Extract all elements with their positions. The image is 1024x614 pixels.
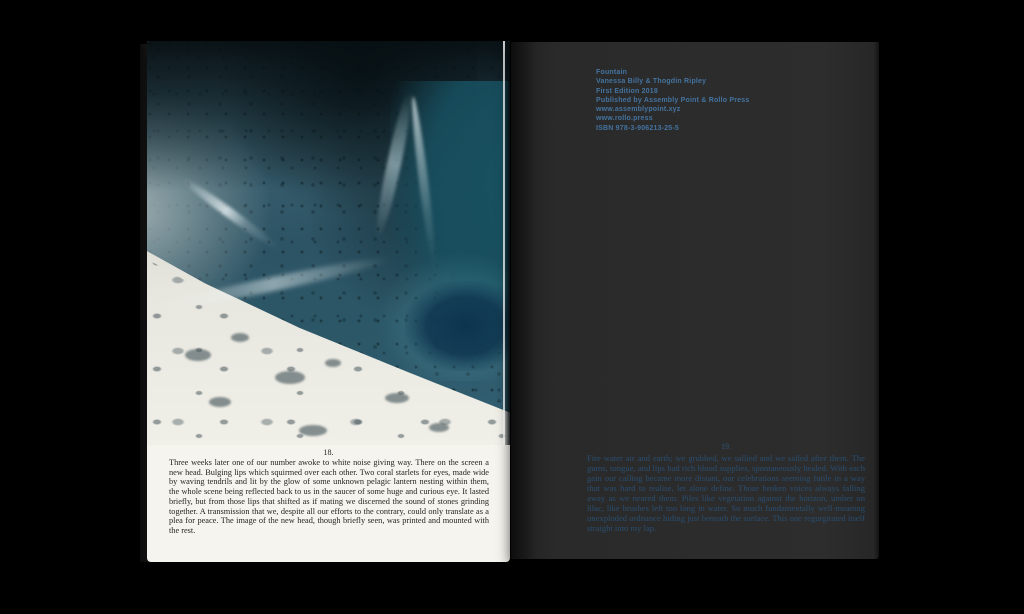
photo-speckle-blob [275, 371, 305, 384]
plate-photo [147, 41, 510, 445]
page-gutter-shadow [505, 41, 510, 445]
left-page-number: 18. [323, 448, 334, 457]
left-page [147, 41, 510, 562]
colophon-url-assemblypoint: www.assemblypoint.xyz [596, 106, 681, 114]
photo-speckle-blob [231, 333, 249, 342]
colophon-title: Fountain [596, 69, 628, 76]
colophon-publisher: Published by Assembly Point & Rollo Press [596, 96, 750, 104]
photo-speckle-blob [429, 423, 449, 432]
left-page-body-text: Three weeks later one of our number awoke to white noise giving way. There on the screen a new head. Bulging lips which squirmed over each other. Two coral starlets for eyes, made wide by waving tendrils and lit by the glow of some unknown pelagic lantern nesting within them, the whole scene being reflected back to us in the saucer of some huge and curious eye. It lasted briefly, but from those lips that shifted as if mating we discerned the sound of stones grinding together. A transmission that we, despite all our efforts to the contrary, could only translate as a plea for peace. The image of the new head, though briefly seen, was printed and mounted with the rest. [169, 458, 489, 535]
right-page-body-text: Fire water air and earth; we grubbed, we sallied and we sailed after them. The gums, tongue, and lips had rich blood supplies, spontaneously healed. With each gain our calling became more distant, our celebrations seeming futile in a way that was hard to realise, let alone define. Those broken voices always falling away as we neared them. Piles like vegetation against the horizon, umber on lilac, like brushes left too long in water. So much fundamentally well-meaning unexploded ordnance hiding just beneath the surface. This one regurgitated itself straight into my lap. [587, 453, 865, 533]
right-page-number: 19. [721, 442, 731, 451]
colophon-authors: Vanessa Billy & Thogdin Ripley [596, 78, 707, 86]
photo-speckle-blob [385, 393, 409, 403]
right-page [511, 42, 879, 559]
photo-deep-blue-pocket [405, 281, 510, 371]
colophon-block [596, 68, 749, 133]
photo-speckle-blob [299, 425, 327, 436]
photo-speckle-blob [209, 397, 231, 407]
colophon-url-rollo: www.rollo.press [596, 115, 653, 123]
colophon-isbn: ISBN 978-3-906213-25-5 [596, 124, 680, 132]
photo-speckle-blob [185, 349, 211, 361]
colophon-edition: First Edition 2018 [596, 87, 658, 95]
photo-speckle-blob [325, 359, 341, 367]
